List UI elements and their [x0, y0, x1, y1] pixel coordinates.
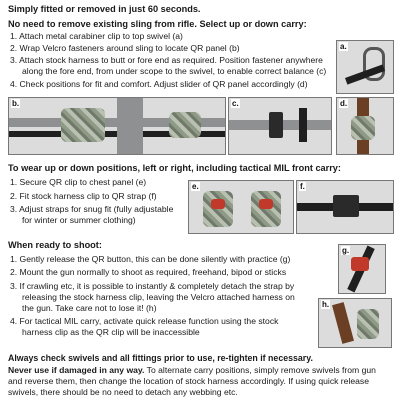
section1-step: 2. Wrap Velcro fasteners around sling to locate QR panel (b) [10, 43, 240, 53]
photo-label: e. [192, 182, 199, 191]
qr-button-icon [351, 257, 369, 271]
velcro-harness [357, 309, 379, 339]
photo-f-stock-clip [296, 180, 394, 234]
photo-label: a. [340, 42, 347, 51]
buckle-icon [333, 195, 359, 217]
footer-line [8, 365, 376, 375]
section1-heading: No need to remove existing sling from rifle. Select up or down carry: [8, 19, 307, 29]
section1-step: 3. Attach stock harness to butt or fore end as required. Position fastener anywhere [10, 55, 323, 65]
gun-stock [332, 302, 354, 344]
section3-step: harness clip as the QR clip will be inaccessible [22, 327, 200, 337]
section3-step: releasing the stock harness clip, leaving the Velcro attached harness on [22, 292, 295, 302]
buckle-icon [269, 112, 283, 138]
page-title: Simply fitted or removed in just 60 seconds. [8, 4, 201, 14]
photo-c-stock-harness [228, 97, 332, 155]
qr-button-icon [211, 199, 225, 209]
never-use-warning: Never use if damaged in any way. [8, 365, 145, 375]
section3-step: 1. Gently release the QR button, this can be done silently with practice (g) [10, 254, 291, 264]
section2-step: 2. Fit stock harness clip to QR strap (f) [10, 191, 157, 201]
chest-panel [203, 191, 233, 227]
qr-slider [351, 116, 375, 140]
vertical-strap [117, 98, 143, 154]
section2-step: 3. Adjust straps for snug fit (fully adjustable [10, 204, 174, 214]
section2-step: for winter or summer clothing) [22, 215, 136, 225]
section2-step: 1. Secure QR clip to chest panel (e) [10, 177, 147, 187]
section3-heading: When ready to shoot: [8, 240, 102, 250]
section1-step: 1. Attach metal carabiner clip to top swivel (a) [10, 31, 183, 41]
footer-line-text: To alternate carry positions, simply remove swivels from gun [144, 365, 376, 375]
footer-line: and reverse them, then change the location of stock harness accordingly. If using quick release [8, 376, 369, 386]
photo-label: c. [232, 99, 239, 108]
qr-panel [61, 108, 105, 142]
photo-label: f. [300, 182, 305, 191]
section1-step: along the fore end, from under scope to the swivel, to enable correct balance (c) [22, 66, 327, 76]
section3-step: 3. If crawling etc, it is possible to instantly & completely detach the strap by [10, 281, 295, 291]
chest-panel [251, 191, 281, 227]
photo-b-qr-panel [8, 97, 226, 155]
footer-line: swivels, there should be no need to detach any webbing etc. [8, 387, 238, 397]
photo-label: g. [342, 246, 350, 255]
section3-step: the gun. Take care not to lose it! (h) [22, 303, 157, 313]
photo-label: d. [340, 99, 348, 108]
photo-g-qr-release [338, 244, 386, 294]
section3-step: 4. For tactical MIL carry, activate quick release function using the stock [10, 316, 279, 326]
photo-label: b. [12, 99, 20, 108]
photo-d-slider-adjust [336, 97, 394, 155]
harness-strap [299, 108, 307, 142]
photo-e-qr-clip-chest [188, 180, 294, 234]
photo-h-detach-strap [318, 298, 392, 348]
photo-a-carabiner-clip [336, 40, 394, 94]
velcro-fastener [169, 112, 201, 138]
footer-bold-line: Always check swivels and all fittings prior to use, re-tighten if necessary. [8, 353, 313, 363]
qr-button-icon [259, 199, 273, 209]
section1-step: 4. Check positions for fit and comfort. Adjust slider of QR panel accordingly (d) [10, 79, 308, 89]
section3-step: 2. Mount the gun normally to shoot as required, freehand, bipod or sticks [10, 267, 287, 277]
section2-heading: To wear up or down positions, left or right, including tactical MIL front carry: [8, 163, 341, 173]
photo-label: h. [322, 300, 330, 309]
